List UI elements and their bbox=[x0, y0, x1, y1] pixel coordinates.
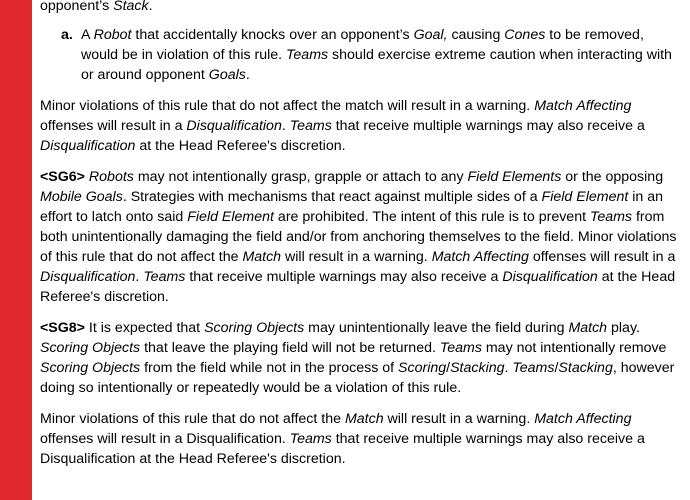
text-run: causing bbox=[447, 27, 505, 43]
text-run: Disqualification bbox=[186, 118, 282, 134]
text-run: offenses will result in a bbox=[40, 118, 187, 134]
text-run: or the opposing bbox=[561, 169, 664, 185]
text-run: . bbox=[504, 360, 513, 376]
paragraph-minor-violations-2 bbox=[40, 409, 680, 469]
text-run: Match Affecting bbox=[431, 249, 529, 265]
text-run: Goals bbox=[208, 67, 246, 83]
text-run: that receive multiple warnings may also receive a bbox=[331, 118, 645, 134]
text-run: from the field while not in the process of bbox=[140, 360, 399, 376]
text-run: Goal, bbox=[413, 27, 448, 43]
text-run: Field Element bbox=[541, 189, 629, 205]
sub-item-label: a. bbox=[61, 27, 73, 43]
text-run: Teams bbox=[289, 431, 332, 447]
text-run: may not intentionally remove bbox=[481, 340, 667, 356]
sub-item-a-text bbox=[81, 25, 680, 85]
rule-sg6 bbox=[40, 167, 680, 307]
text-run: that receive multiple warnings may also receive a bbox=[185, 269, 503, 285]
text-run: Minor violations of this rule that do not affect the match will result in a warning. bbox=[40, 98, 535, 114]
text-run: Stacking bbox=[450, 360, 505, 376]
text-run: opponent’s bbox=[40, 0, 114, 14]
text-run: in an effort to latch onto said bbox=[40, 189, 664, 225]
text-run: Scoring bbox=[398, 360, 447, 376]
text-run: Match bbox=[242, 249, 282, 265]
text-run: . bbox=[135, 269, 144, 285]
text-run: offenses will result in a bbox=[528, 249, 676, 265]
text-run: Scoring Objects bbox=[40, 340, 141, 356]
text-run: It is expected that bbox=[84, 320, 205, 336]
text-run: . bbox=[281, 118, 290, 134]
text-run: Teams bbox=[143, 269, 186, 285]
text-run: Robot bbox=[93, 27, 132, 43]
text-run: Disqualification bbox=[40, 269, 136, 285]
text-run: may not intentionally grasp, grapple or attach to any bbox=[133, 169, 468, 185]
text-run: may unintentionally leave the field during bbox=[304, 320, 569, 336]
text-run: Stack bbox=[113, 0, 149, 14]
text-run: are prohibited. The intent of this rule is to prevent bbox=[273, 209, 590, 225]
paragraph-minor-violations-1 bbox=[40, 96, 680, 156]
text-run: to be removed, would be in violation of this rule. bbox=[81, 27, 644, 63]
text-run: <SG6> bbox=[40, 169, 85, 185]
text-run: Teams bbox=[289, 118, 332, 134]
paragraph-continuation bbox=[40, 0, 680, 16]
text-run: . Strategies with mechanisms that react against multiple sides of a bbox=[122, 189, 542, 205]
text-run: will result in a warning. bbox=[281, 249, 432, 265]
text-run: should exercise extreme caution when interacting with or around opponent bbox=[81, 47, 672, 83]
text-run: Scoring Objects bbox=[204, 320, 305, 336]
text-run: <SG8> bbox=[40, 320, 85, 336]
text-run: at the Head Referee's discretion. bbox=[40, 269, 676, 305]
text-run: Teams bbox=[589, 209, 633, 225]
text-run: Disqualification bbox=[502, 269, 598, 285]
text-run: A bbox=[81, 27, 94, 43]
text-run: Match bbox=[568, 320, 608, 336]
text-run: . bbox=[148, 0, 153, 14]
text-run: Cones bbox=[504, 27, 546, 43]
text-run: at the Head Referee's discretion. bbox=[135, 138, 346, 154]
text-run: / bbox=[446, 360, 451, 376]
text-run: Robots bbox=[88, 169, 134, 185]
text-run: . bbox=[245, 67, 250, 83]
sub-item-a bbox=[40, 25, 680, 85]
text-run: play. bbox=[607, 320, 640, 336]
text-run: Stacking bbox=[558, 360, 613, 376]
text-run: Field Element bbox=[187, 209, 274, 225]
text-run: that receive multiple warnings may also receive a Disqualification at the Head Referee's discretion. bbox=[40, 431, 645, 467]
text-run: Field Elements bbox=[467, 169, 562, 185]
red-side-bar bbox=[0, 0, 32, 500]
text-run: / bbox=[554, 360, 559, 376]
text-run: , however doing so intentionally or repeatedly would be a violation of this rule. bbox=[40, 360, 675, 396]
text-run: that leave the playing field will not be returned. bbox=[140, 340, 440, 356]
text-run: Mobile Goals bbox=[40, 189, 123, 205]
text-run: Match Affecting bbox=[534, 98, 632, 114]
text-run: Match Affecting bbox=[534, 411, 632, 427]
text-run: Minor violations of this rule that do not affect the bbox=[40, 411, 345, 427]
text-run: Disqualification bbox=[40, 138, 136, 154]
text-run: from both unintentionally damaging the field and/or from anchoring themselves to the field. Minor violations of this rule that do not affect the bbox=[40, 209, 677, 265]
text-run: will result in a warning. bbox=[383, 411, 535, 427]
text-run: Match bbox=[344, 411, 384, 427]
text-run: offenses will result in a Disqualification. bbox=[40, 431, 290, 447]
text-run: Teams bbox=[512, 360, 555, 376]
document-body bbox=[40, 0, 680, 469]
rule-sg8 bbox=[40, 318, 680, 398]
text-run: Teams bbox=[439, 340, 482, 356]
text-run: Scoring Objects bbox=[40, 360, 141, 376]
text-run: that accidentally knocks over an opponent’s bbox=[131, 27, 414, 43]
text-run: Teams bbox=[286, 47, 329, 63]
